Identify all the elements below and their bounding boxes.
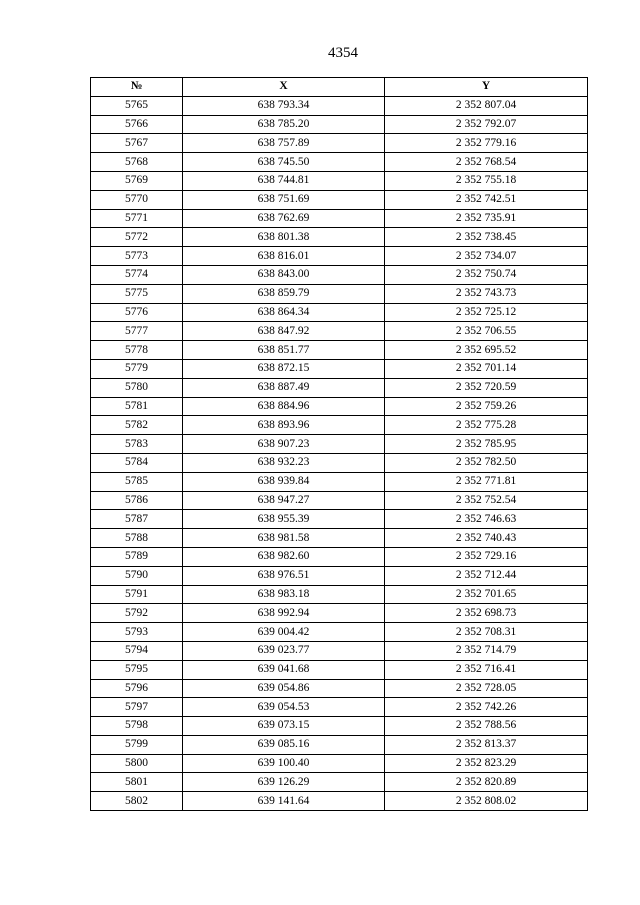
cell-number: 5780 (91, 378, 183, 397)
cell-x: 638 981.58 (183, 529, 385, 548)
cell-number: 5788 (91, 529, 183, 548)
cell-number: 5793 (91, 623, 183, 642)
cell-x: 638 947.27 (183, 491, 385, 510)
cell-x: 638 843.00 (183, 265, 385, 284)
cell-x: 638 801.38 (183, 228, 385, 247)
cell-y: 2 352 808.02 (385, 792, 588, 811)
table-row (91, 247, 588, 266)
cell-number: 5785 (91, 472, 183, 491)
table-row (91, 566, 588, 585)
table-body (91, 96, 588, 810)
cell-y: 2 352 771.81 (385, 472, 588, 491)
cell-number: 5781 (91, 397, 183, 416)
table-row (91, 491, 588, 510)
table-row (91, 529, 588, 548)
cell-x: 639 041.68 (183, 660, 385, 679)
table-row (91, 698, 588, 717)
cell-y: 2 352 785.95 (385, 435, 588, 454)
cell-number: 5784 (91, 453, 183, 472)
table-row (91, 773, 588, 792)
cell-x: 638 932.23 (183, 453, 385, 472)
cell-x: 638 955.39 (183, 510, 385, 529)
table-row (91, 585, 588, 604)
cell-y: 2 352 728.05 (385, 679, 588, 698)
cell-y: 2 352 714.79 (385, 641, 588, 660)
cell-x: 638 992.94 (183, 604, 385, 623)
header-y: Y (385, 78, 588, 97)
cell-number: 5786 (91, 491, 183, 510)
cell-x: 639 023.77 (183, 641, 385, 660)
cell-x: 639 054.53 (183, 698, 385, 717)
cell-y: 2 352 742.51 (385, 190, 588, 209)
cell-y: 2 352 750.74 (385, 265, 588, 284)
cell-x: 638 864.34 (183, 303, 385, 322)
cell-y: 2 352 725.12 (385, 303, 588, 322)
cell-y: 2 352 742.26 (385, 698, 588, 717)
cell-x: 638 872.15 (183, 359, 385, 378)
cell-number: 5779 (91, 359, 183, 378)
cell-number: 5797 (91, 698, 183, 717)
cell-y: 2 352 720.59 (385, 378, 588, 397)
cell-y: 2 352 729.16 (385, 547, 588, 566)
header-x: X (183, 78, 385, 97)
table-row (91, 265, 588, 284)
cell-x: 638 851.77 (183, 341, 385, 360)
cell-y: 2 352 701.14 (385, 359, 588, 378)
cell-x: 638 893.96 (183, 416, 385, 435)
cell-x: 638 757.89 (183, 134, 385, 153)
cell-y: 2 352 820.89 (385, 773, 588, 792)
cell-y: 2 352 823.29 (385, 754, 588, 773)
cell-y: 2 352 752.54 (385, 491, 588, 510)
cell-x: 639 054.86 (183, 679, 385, 698)
table-row (91, 604, 588, 623)
cell-number: 5795 (91, 660, 183, 679)
table-row (91, 228, 588, 247)
cell-number: 5790 (91, 566, 183, 585)
table-row (91, 115, 588, 134)
header-number: № (91, 78, 183, 97)
cell-number: 5767 (91, 134, 183, 153)
cell-number: 5772 (91, 228, 183, 247)
cell-x: 638 847.92 (183, 322, 385, 341)
cell-number: 5775 (91, 284, 183, 303)
cell-x: 639 085.16 (183, 735, 385, 754)
cell-y: 2 352 738.45 (385, 228, 588, 247)
cell-number: 5787 (91, 510, 183, 529)
table-row (91, 303, 588, 322)
cell-y: 2 352 743.73 (385, 284, 588, 303)
table-row (91, 359, 588, 378)
cell-y: 2 352 708.31 (385, 623, 588, 642)
cell-x: 638 884.96 (183, 397, 385, 416)
table-row (91, 641, 588, 660)
cell-x: 639 100.40 (183, 754, 385, 773)
cell-y: 2 352 740.43 (385, 529, 588, 548)
cell-number: 5768 (91, 153, 183, 172)
cell-y: 2 352 746.63 (385, 510, 588, 529)
table-row (91, 547, 588, 566)
table-row (91, 378, 588, 397)
table-row (91, 153, 588, 172)
cell-x: 638 976.51 (183, 566, 385, 585)
table-row (91, 792, 588, 811)
cell-y: 2 352 698.73 (385, 604, 588, 623)
cell-y: 2 352 695.52 (385, 341, 588, 360)
cell-y: 2 352 779.16 (385, 134, 588, 153)
table-row (91, 134, 588, 153)
cell-y: 2 352 807.04 (385, 96, 588, 115)
cell-number: 5794 (91, 641, 183, 660)
cell-number: 5765 (91, 96, 183, 115)
cell-x: 639 141.64 (183, 792, 385, 811)
cell-number: 5798 (91, 717, 183, 736)
cell-x: 638 982.60 (183, 547, 385, 566)
table-row (91, 679, 588, 698)
cell-number: 5792 (91, 604, 183, 623)
cell-x: 638 762.69 (183, 209, 385, 228)
table-row (91, 171, 588, 190)
table-row (91, 341, 588, 360)
cell-x: 638 745.50 (183, 153, 385, 172)
cell-x: 638 887.49 (183, 378, 385, 397)
cell-x: 638 785.20 (183, 115, 385, 134)
table-row (91, 754, 588, 773)
table-row (91, 397, 588, 416)
cell-number: 5782 (91, 416, 183, 435)
cell-number: 5802 (91, 792, 183, 811)
cell-number: 5769 (91, 171, 183, 190)
cell-x: 638 751.69 (183, 190, 385, 209)
cell-y: 2 352 792.07 (385, 115, 588, 134)
table-header-row (91, 78, 588, 97)
cell-x: 638 939.84 (183, 472, 385, 491)
table-row (91, 623, 588, 642)
cell-number: 5791 (91, 585, 183, 604)
cell-number: 5789 (91, 547, 183, 566)
cell-number: 5783 (91, 435, 183, 454)
cell-y: 2 352 706.55 (385, 322, 588, 341)
page-number: 4354 (328, 45, 358, 61)
table-row (91, 453, 588, 472)
cell-y: 2 352 813.37 (385, 735, 588, 754)
cell-number: 5773 (91, 247, 183, 266)
cell-x: 638 907.23 (183, 435, 385, 454)
cell-y: 2 352 782.50 (385, 453, 588, 472)
table-row (91, 510, 588, 529)
cell-number: 5766 (91, 115, 183, 134)
cell-y: 2 352 712.44 (385, 566, 588, 585)
cell-y: 2 352 759.26 (385, 397, 588, 416)
cell-y: 2 352 768.54 (385, 153, 588, 172)
table-row (91, 96, 588, 115)
cell-y: 2 352 788.56 (385, 717, 588, 736)
cell-number: 5799 (91, 735, 183, 754)
cell-x: 638 816.01 (183, 247, 385, 266)
cell-number: 5778 (91, 341, 183, 360)
table-row (91, 416, 588, 435)
cell-x: 638 859.79 (183, 284, 385, 303)
table-row (91, 660, 588, 679)
cell-number: 5776 (91, 303, 183, 322)
cell-number: 5796 (91, 679, 183, 698)
cell-number: 5800 (91, 754, 183, 773)
cell-number: 5770 (91, 190, 183, 209)
table-row (91, 284, 588, 303)
cell-x: 638 793.34 (183, 96, 385, 115)
cell-y: 2 352 734.07 (385, 247, 588, 266)
cell-y: 2 352 775.28 (385, 416, 588, 435)
cell-number: 5801 (91, 773, 183, 792)
cell-y: 2 352 755.18 (385, 171, 588, 190)
cell-y: 2 352 735.91 (385, 209, 588, 228)
cell-number: 5774 (91, 265, 183, 284)
cell-x: 639 126.29 (183, 773, 385, 792)
table-row (91, 472, 588, 491)
cell-x: 639 004.42 (183, 623, 385, 642)
table-row (91, 190, 588, 209)
table-row (91, 735, 588, 754)
cell-x: 638 744.81 (183, 171, 385, 190)
cell-number: 5777 (91, 322, 183, 341)
table-row (91, 322, 588, 341)
cell-x: 639 073.15 (183, 717, 385, 736)
table-row (91, 435, 588, 454)
table-row (91, 717, 588, 736)
cell-x: 638 983.18 (183, 585, 385, 604)
cell-y: 2 352 701.65 (385, 585, 588, 604)
table-row (91, 209, 588, 228)
coordinates-table (90, 77, 588, 811)
cell-y: 2 352 716.41 (385, 660, 588, 679)
cell-number: 5771 (91, 209, 183, 228)
